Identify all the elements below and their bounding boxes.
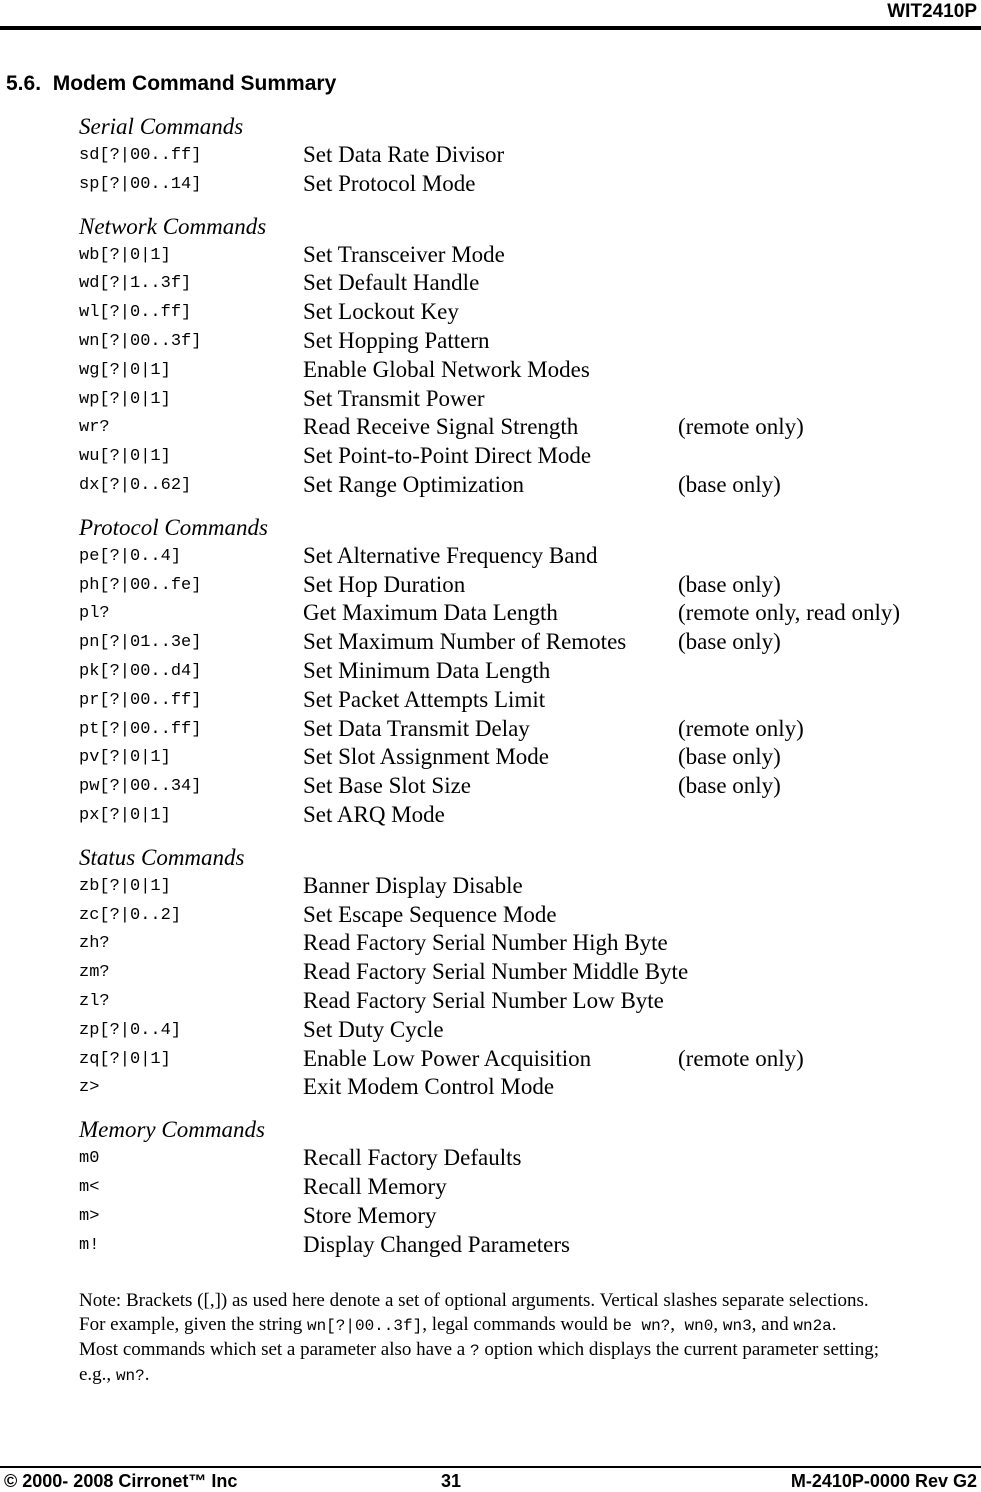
command-group bbox=[79, 113, 969, 199]
command-code: zm? bbox=[79, 963, 110, 983]
command-code: zp[?|0..4] bbox=[79, 1020, 182, 1040]
command-row bbox=[79, 471, 969, 500]
command-code: m< bbox=[79, 1177, 100, 1197]
command-row bbox=[79, 715, 969, 744]
note-text: , bbox=[670, 1314, 685, 1335]
command-scope-note: (remote only, read only) bbox=[678, 600, 901, 626]
command-group-title: Memory Commands bbox=[79, 1117, 265, 1143]
note-text: option which displays the current parameter setting; bbox=[479, 1339, 879, 1360]
command-row bbox=[79, 958, 969, 987]
command-group-title: Serial Commands bbox=[79, 114, 244, 139]
command-row bbox=[79, 987, 969, 1016]
command-description: Set Data Transmit Delay bbox=[303, 715, 530, 741]
note-line-3 bbox=[79, 1338, 969, 1363]
command-row bbox=[79, 356, 969, 385]
note-code: ? bbox=[469, 1342, 480, 1360]
command-row bbox=[79, 241, 969, 270]
command-description: Read Factory Serial Number High Byte bbox=[303, 930, 668, 956]
note-text: . bbox=[831, 1314, 837, 1335]
command-row bbox=[79, 442, 969, 471]
command-code: wd[?|1..3f] bbox=[79, 274, 192, 294]
command-description: Set Maximum Number of Remotes bbox=[303, 629, 627, 655]
command-description: Set Packet Attempts Limit bbox=[303, 686, 546, 712]
command-code: pe[?|0..4] bbox=[79, 546, 182, 566]
note-text: , legal commands would bbox=[422, 1314, 613, 1335]
command-description: Set Hop Duration bbox=[303, 571, 466, 597]
command-code: pr[?|00..ff] bbox=[79, 690, 202, 710]
command-row bbox=[79, 1144, 969, 1173]
footer-page-number: 31 bbox=[441, 1471, 462, 1491]
command-row bbox=[79, 327, 969, 356]
section-number: 5.6. bbox=[6, 72, 42, 95]
command-description: Banner Display Disable bbox=[303, 872, 523, 898]
command-row bbox=[79, 1045, 969, 1074]
note-line-2 bbox=[79, 1313, 969, 1338]
command-description: Recall Memory bbox=[303, 1173, 447, 1199]
command-description: Set Data Rate Divisor bbox=[303, 142, 505, 167]
command-description: Set Alternative Frequency Band bbox=[303, 542, 598, 568]
command-code: wn[?|00..3f] bbox=[79, 331, 202, 351]
note-text: . bbox=[144, 1364, 150, 1385]
command-code: ph[?|00..fe] bbox=[79, 575, 202, 595]
command-row bbox=[79, 571, 969, 600]
command-description: Exit Modem Control Mode bbox=[303, 1074, 555, 1100]
command-code: dx[?|0..62] bbox=[79, 475, 192, 495]
command-row bbox=[79, 686, 969, 715]
command-description: Set Slot Assignment Mode bbox=[303, 744, 549, 770]
command-description: Enable Low Power Acquisition bbox=[303, 1045, 592, 1071]
command-scope-note: (remote only) bbox=[678, 414, 804, 440]
command-group-title: Status Commands bbox=[79, 844, 245, 870]
command-code: pw[?|00..34] bbox=[79, 777, 202, 797]
command-row bbox=[79, 298, 969, 327]
command-group-title: Protocol Commands bbox=[79, 514, 268, 540]
command-code: pk[?|00..d4] bbox=[79, 661, 202, 681]
command-description: Read Factory Serial Number Middle Byte bbox=[303, 959, 689, 985]
command-description: Read Receive Signal Strength bbox=[303, 414, 579, 440]
command-description: Store Memory bbox=[303, 1202, 437, 1228]
command-description: Set ARQ Mode bbox=[303, 801, 445, 827]
command-description: Set Base Slot Size bbox=[303, 773, 472, 799]
command-description: Set Hopping Pattern bbox=[303, 327, 490, 353]
section-title: Modem Command Summary bbox=[52, 72, 337, 95]
command-row bbox=[79, 743, 969, 772]
command-row bbox=[79, 1016, 969, 1045]
command-description: Set Minimum Data Length bbox=[303, 657, 551, 683]
command-row bbox=[79, 413, 969, 442]
command-code: wl[?|0..ff] bbox=[79, 303, 192, 323]
note-line-4 bbox=[79, 1363, 969, 1388]
command-summary bbox=[79, 113, 969, 1273]
command-code: sd[?|00..ff] bbox=[79, 146, 202, 165]
command-description: Enable Global Network Modes bbox=[303, 356, 590, 382]
command-code: wr? bbox=[79, 418, 110, 438]
command-code: pt[?|00..ff] bbox=[79, 719, 202, 739]
command-code: zl? bbox=[79, 991, 110, 1011]
note-line-1: Note: Brackets ([,]) as used here denote a set of optional arguments. Vertical slashes separate selections. bbox=[79, 1290, 869, 1311]
command-row bbox=[79, 1173, 969, 1202]
note-text: e.g., bbox=[79, 1364, 116, 1385]
command-row bbox=[79, 542, 969, 571]
document-header-title: WIT2410P bbox=[887, 1, 977, 22]
command-row bbox=[79, 385, 969, 414]
note-code: wn[?|00..3f] bbox=[306, 1317, 423, 1335]
command-group bbox=[79, 514, 969, 830]
command-code: z> bbox=[79, 1078, 100, 1098]
command-description: Set Escape Sequence Mode bbox=[303, 901, 557, 927]
command-description: Set Transceiver Mode bbox=[303, 241, 505, 267]
command-code: px[?|0|1] bbox=[79, 805, 171, 825]
command-description: Set Point-to-Point Direct Mode bbox=[303, 443, 592, 469]
note-code: wn0 bbox=[684, 1317, 714, 1335]
command-row bbox=[79, 269, 969, 298]
note-text: Most commands which set a parameter also have a bbox=[79, 1339, 470, 1360]
command-row bbox=[79, 801, 969, 830]
command-code: pl? bbox=[79, 604, 110, 624]
command-row bbox=[79, 141, 969, 170]
command-description: Set Range Optimization bbox=[303, 471, 525, 497]
note-text: , and bbox=[751, 1314, 794, 1335]
note-text: For example, given the string bbox=[79, 1314, 307, 1335]
section-heading bbox=[6, 71, 336, 97]
command-row bbox=[79, 901, 969, 930]
footer-copyright: © 2000- 2008 Cirronet™ Inc bbox=[4, 1471, 238, 1491]
command-code: sp[?|00..14] bbox=[79, 174, 202, 194]
footer-doc-id: M-2410P-0000 Rev G2 bbox=[790, 1471, 977, 1491]
usage-note bbox=[79, 1289, 969, 1388]
command-description: Set Protocol Mode bbox=[303, 170, 476, 196]
command-scope-note: (base only) bbox=[678, 773, 781, 799]
command-group-title: Network Commands bbox=[79, 213, 267, 239]
command-description: Set Duty Cycle bbox=[303, 1016, 444, 1042]
command-code: zq[?|0|1] bbox=[79, 1049, 171, 1069]
note-code: be wn? bbox=[612, 1317, 671, 1335]
command-scope-note: (remote only) bbox=[678, 1045, 804, 1071]
command-row bbox=[79, 170, 969, 199]
command-code: m! bbox=[79, 1235, 100, 1255]
command-scope-note: (remote only) bbox=[678, 715, 804, 741]
command-description: Get Maximum Data Length bbox=[303, 600, 558, 626]
command-row bbox=[79, 657, 969, 686]
command-scope-note: (base only) bbox=[678, 629, 781, 655]
command-group bbox=[79, 1116, 969, 1259]
command-row bbox=[79, 872, 969, 901]
command-code: m> bbox=[79, 1206, 100, 1226]
command-row bbox=[79, 1073, 969, 1102]
note-text: , bbox=[713, 1314, 723, 1335]
command-group bbox=[79, 844, 969, 1102]
command-description: Set Transmit Power bbox=[303, 385, 485, 411]
command-code: pv[?|0|1] bbox=[79, 748, 171, 768]
command-code: zh? bbox=[79, 934, 110, 954]
command-row bbox=[79, 772, 969, 801]
command-row bbox=[79, 929, 969, 958]
footer-rule bbox=[0, 1466, 981, 1468]
command-scope-note: (base only) bbox=[678, 744, 781, 770]
command-code: wp[?|0|1] bbox=[79, 389, 171, 409]
command-code: zc[?|0..2] bbox=[79, 905, 182, 925]
command-scope-note: (base only) bbox=[678, 471, 781, 497]
command-row bbox=[79, 599, 969, 628]
command-code: wb[?|0|1] bbox=[79, 245, 171, 265]
command-description: Set Lockout Key bbox=[303, 299, 459, 325]
command-row bbox=[79, 1202, 969, 1231]
command-code: pn[?|01..3e] bbox=[79, 633, 202, 653]
command-description: Display Changed Parameters bbox=[303, 1231, 570, 1257]
command-description: Read Factory Serial Number Low Byte bbox=[303, 987, 664, 1013]
note-code: wn2a bbox=[793, 1317, 832, 1335]
command-code: wu[?|0|1] bbox=[79, 447, 171, 467]
header-rule bbox=[0, 26, 981, 30]
command-group bbox=[79, 213, 969, 500]
note-code: wn3 bbox=[722, 1317, 752, 1335]
command-description: Recall Factory Defaults bbox=[303, 1145, 522, 1171]
command-code: wg[?|0|1] bbox=[79, 360, 171, 380]
command-row bbox=[79, 628, 969, 657]
note-code: wn? bbox=[115, 1367, 145, 1385]
command-row bbox=[79, 1231, 969, 1260]
command-description: Set Default Handle bbox=[303, 270, 480, 296]
command-code: m0 bbox=[79, 1149, 100, 1169]
command-scope-note: (base only) bbox=[678, 571, 781, 597]
command-code: zb[?|0|1] bbox=[79, 876, 171, 896]
